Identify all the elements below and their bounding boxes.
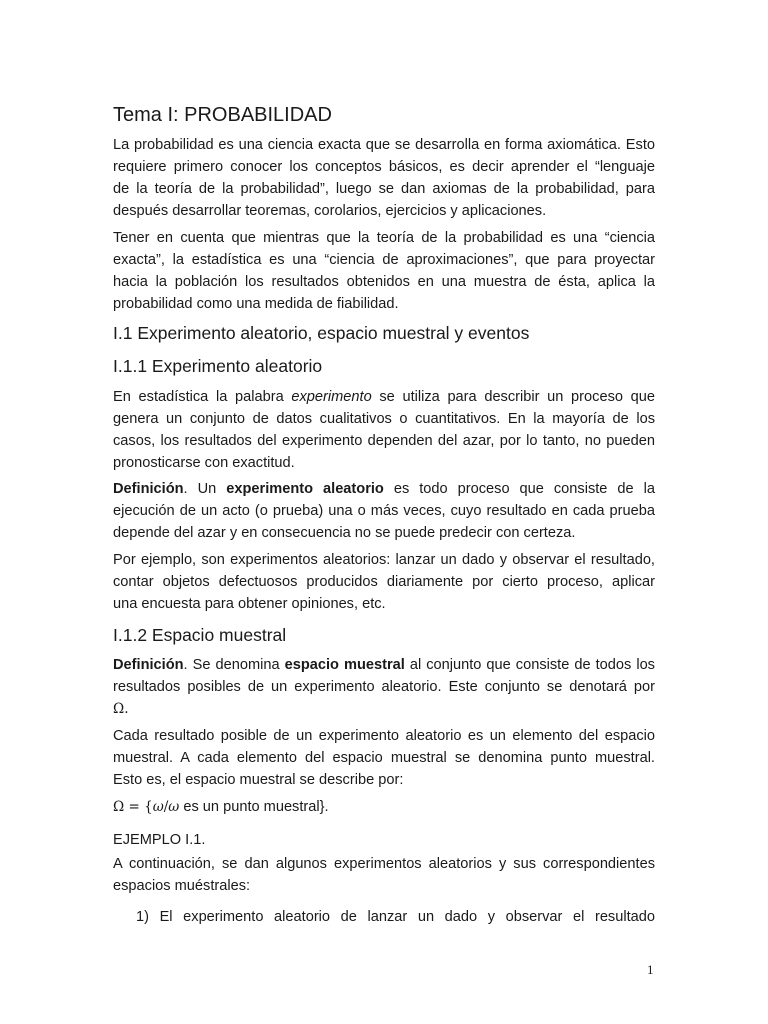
experiment-examples: Por ejemplo, son experimentos aleatorios: lanzar un dado y observar el resultado, contar objetos defectuosos producidos diariamente por cierto proceso, aplicar una encuesta para obtener opiniones, etc. xyxy=(113,552,655,612)
experiment-definition: Definición. Un experimento aleatorio es todo proceso que consiste de la ejecución de un acto (o prueba) una o más veces, cuyo resultado en cada prueba depende del azar y en consecuencia no se puede predecir con certeza. xyxy=(113,481,655,541)
section-heading-1-1-2: I.1.2 Espacio muestral xyxy=(113,625,287,645)
experiment-paragraph: En estadística la palabra experimento se utiliza para describir un proceso que genera un conjunto de datos cualitativos o cuantitativos. En la mayoría de los casos, los resultados del experimento dependen del azar, por lo tanto, no pueden pronosticarse con exactitud. xyxy=(113,389,656,471)
example-intro: A continuación, se dan algunos experimentos aleatorios y sus correspondientes espacios muéstrales: xyxy=(113,856,655,894)
section-heading-1-1: I.1 Experimento aleatorio, espacio muestral y eventos xyxy=(113,323,530,343)
definition-label: Definición xyxy=(113,657,184,673)
intro-paragraph-1: La probabilidad es una ciencia exacta que se desarrolla en forma axiomática. Esto requiere primero conocer los conceptos básicos, es decir aprender el “lenguaje de la teoría de la probabilidad”, luego se dan axiomas de la probabilidad, para después desarrollar teoremas, corolarios, ejercicios y aplicaciones. xyxy=(113,137,655,219)
emphasis-experimento: experimento xyxy=(291,389,372,405)
section-heading-1-1-1: I.1.1 Experimento aleatorio xyxy=(113,356,323,376)
intro-paragraph-2: Tener en cuenta que mientras que la teoría de la probabilidad es una “ciencia exacta”, la estadística es una “ciencia de aproximaciones”, que para proyectar hacia la población los resultados obtenidos en una muestra de ésta, aplica la probabilidad como una medida de fiabilidad. xyxy=(113,230,655,312)
sample-space-definition: Definición. Se denomina espacio muestral al conjunto que consiste de todos los resultados posibles de un experimento aleatorio. Este conjunto se denotará por Ω. xyxy=(113,657,655,717)
definition-label: Definición xyxy=(113,481,184,497)
definition-term: espacio muestral xyxy=(284,657,405,673)
sample-space-formula: Ω = {ω/ω es un punto muestral}. xyxy=(113,799,329,815)
definition-term: experimento aleatorio xyxy=(226,481,384,497)
example-heading: EJEMPLO I.1. xyxy=(113,832,206,848)
page-number: 1 xyxy=(647,962,654,977)
page-title: Tema I: PROBABILIDAD xyxy=(113,104,332,126)
sample-space-paragraph: Cada resultado posible de un experimento aleatorio es un elemento del espacio muestral. A cada elemento del espacio muestral se denomina punto muestral. Esto es, el espacio muestral se describe por: xyxy=(113,728,655,788)
example-list-item-1: 1) El experimento aleatorio de lanzar un dado y observar el resultado xyxy=(136,909,655,925)
